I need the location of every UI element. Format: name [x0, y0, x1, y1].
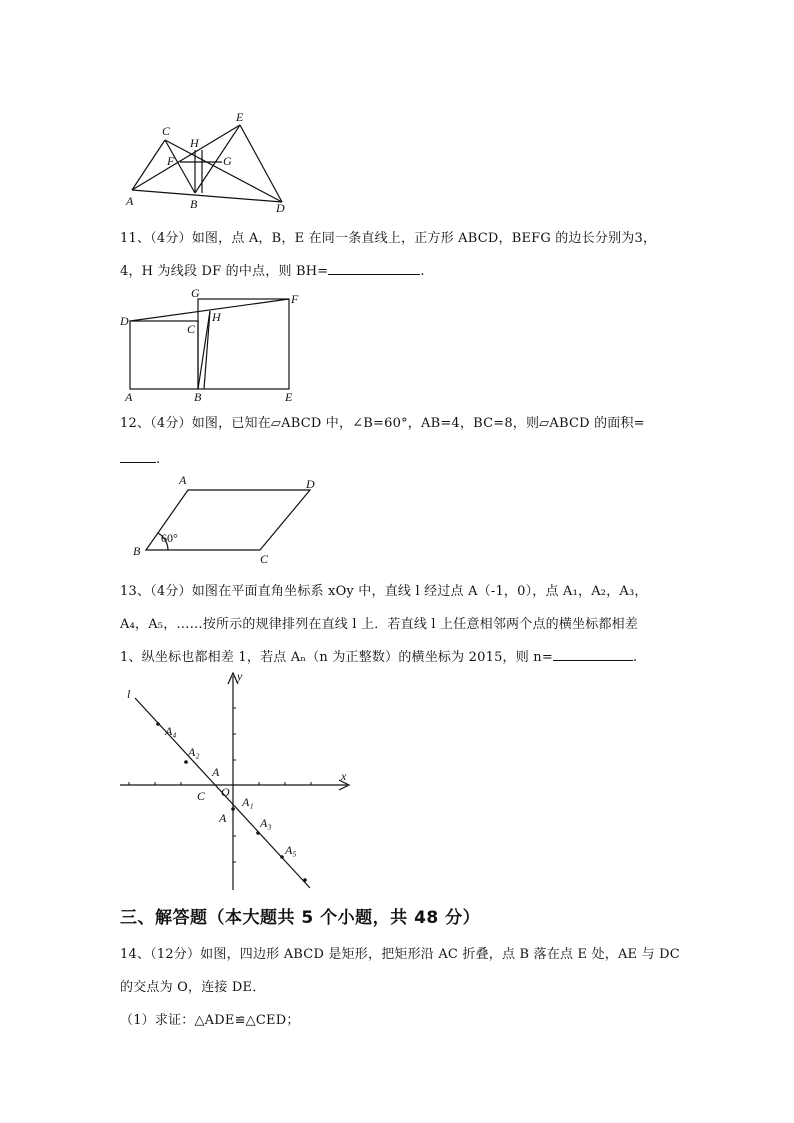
question-12: [120, 407, 680, 476]
q12-line2: .: [120, 443, 680, 476]
figure-triangles: [120, 105, 300, 215]
question-13: [120, 575, 680, 674]
fig13-label-l: l: [127, 687, 131, 701]
fig11-label-A: A: [125, 390, 133, 404]
figure-parallelogram: [128, 472, 328, 567]
fig11-label-E: E: [285, 390, 293, 404]
fig10-label-E: E: [236, 110, 244, 124]
q11-line1: 11、（4分）如图，点 A，B，E 在同一条直线上，正方形 ABCD，BEFG 的边长分别为3，: [120, 231, 657, 246]
fig10-label-F: F: [167, 154, 175, 168]
fig10-label-G: G: [223, 154, 232, 168]
fig10-label-D: D: [276, 201, 285, 215]
fig11-label-F: F: [291, 292, 299, 306]
question-14: [120, 938, 680, 1037]
fig13-label-y: y: [237, 669, 243, 683]
section-heading: 三、解答题（本大题共 5 个小题，共 48 分）: [120, 908, 481, 928]
q13-line3: 1、纵坐标也都相差 1，若点 Aₙ（n 为正整数）的横坐标为 2015，则 n= .: [120, 641, 680, 674]
q13-line1: 13、（4分）如图在平面直角坐标系 xOy 中，直线 l 经过点 A（-1，0），点 A₁，A₂，A₃，: [120, 584, 648, 599]
fig11-label-H: H: [212, 310, 221, 324]
fig13-label-A5: A₅: [285, 843, 297, 857]
q11-answer-blank[interactable]: [328, 260, 420, 275]
q13-answer-blank[interactable]: [553, 646, 633, 661]
fig13-label-O: O: [221, 785, 230, 799]
fig13-label-A-top: A: [212, 765, 220, 779]
question-11: [120, 222, 680, 288]
fig13-label-A-bottom: A: [219, 811, 227, 825]
fig13-label-C: C: [197, 789, 206, 803]
figure-coordinate-line: [115, 668, 365, 898]
fig10-label-A: A: [126, 194, 134, 208]
fig10-label-B: B: [190, 197, 198, 211]
fig11-label-B: B: [194, 390, 202, 404]
fig10-label-H: H: [190, 136, 199, 150]
q12-answer-blank[interactable]: [120, 448, 156, 463]
q11-line2: 4，H 为线段 DF 的中点，则 BH= .: [120, 255, 680, 288]
fig11-label-D: D: [120, 314, 129, 328]
fig13-label-A1: A₁: [242, 795, 254, 809]
fig10-label-C: C: [162, 124, 171, 138]
q14-line1: 14、（12分）如图，四边形 ABCD 是矩形，把矩形沿 AC 折叠，点 B 落在点 E 处，AE 与 DC: [120, 947, 680, 962]
fig11-label-G: G: [191, 286, 200, 300]
fig13-label-A3: A₃: [260, 816, 272, 830]
fig12-label-B: B: [133, 544, 141, 558]
fig11-label-C: C: [187, 322, 196, 336]
figure-squares: [115, 285, 315, 405]
fig12-angle-label: 60°: [161, 531, 178, 545]
fig12-label-D: D: [306, 477, 315, 491]
fig12-label-C: C: [260, 552, 269, 566]
fig13-label-A2: A₂: [188, 745, 200, 759]
q13-line2: A₄，A₅，……按所示的规律排列在直线 l 上．若直线 l 上任意相邻两个点的横坐标都相差: [120, 617, 639, 632]
q14-line3: （1）求证：△ADE≌△CED；: [120, 1013, 300, 1028]
q14-line2: 的交点为 O，连接 DE．: [120, 980, 266, 995]
fig12-label-A: A: [179, 473, 187, 487]
fig13-label-A4: A₄: [165, 724, 177, 738]
q12-line1: 12、（4分）如图，已知在▱ABCD 中，∠B=60°，AB=4，BC=8，则▱ABCD 的面积=: [120, 416, 645, 431]
fig13-label-x: x: [341, 769, 347, 783]
